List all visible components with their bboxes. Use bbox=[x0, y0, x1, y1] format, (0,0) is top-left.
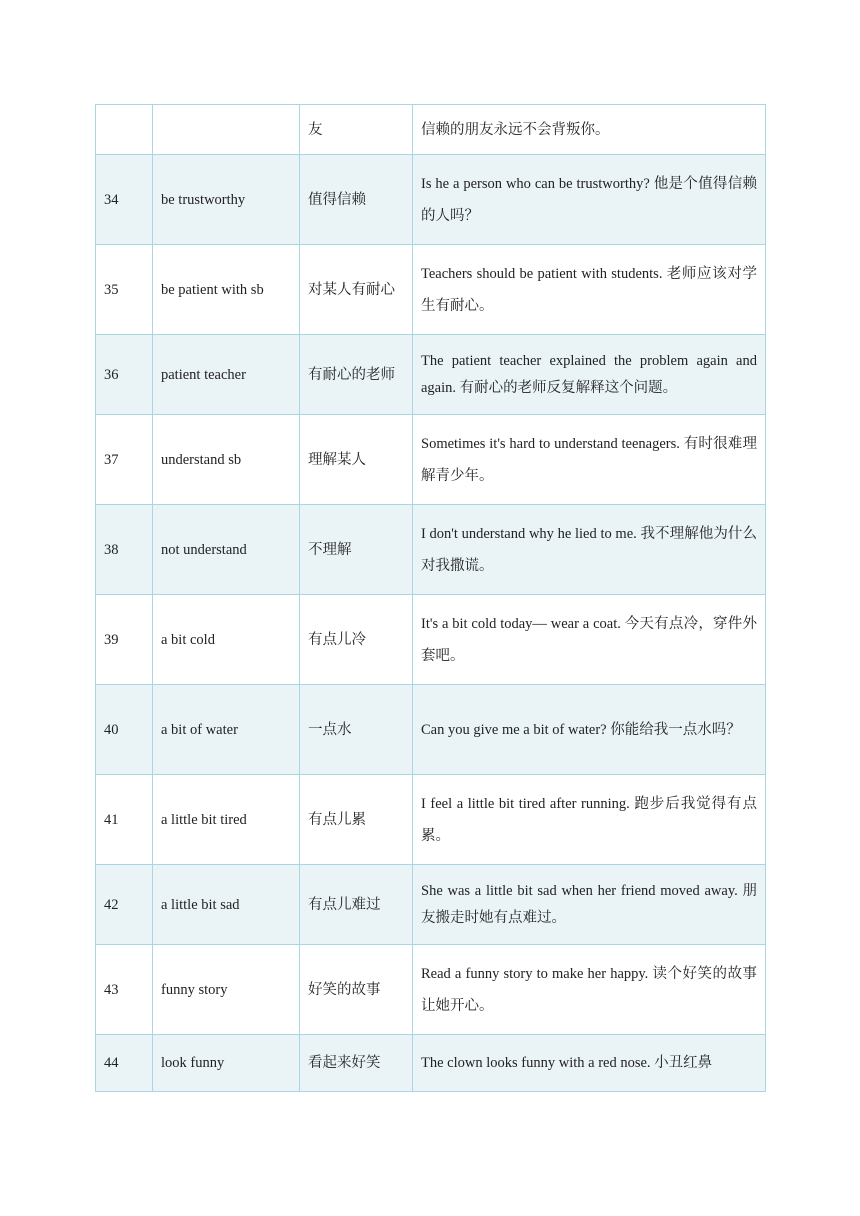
example-cell: 信赖的朋友永远不会背叛你。 bbox=[413, 105, 766, 155]
table-row bbox=[96, 105, 766, 155]
table-row bbox=[96, 1035, 766, 1092]
phrase-cell: a bit of water bbox=[153, 685, 300, 775]
example-cell: The clown looks funny with a red nose. 小丑红鼻 bbox=[413, 1035, 766, 1092]
table-row bbox=[96, 245, 766, 335]
example-cell: Read a funny story to make her happy. 读个好笑的故事让她开心。 bbox=[413, 945, 766, 1035]
table-row bbox=[96, 865, 766, 945]
phrase-cell: not understand bbox=[153, 505, 300, 595]
phrase-cell: a bit cold bbox=[153, 595, 300, 685]
row-number: 44 bbox=[96, 1035, 153, 1092]
meaning-cell: 好笑的故事 bbox=[300, 945, 413, 1035]
phrase-cell: be trustworthy bbox=[153, 155, 300, 245]
meaning-cell: 一点水 bbox=[300, 685, 413, 775]
phrase-cell: understand sb bbox=[153, 415, 300, 505]
example-cell: It's a bit cold today— wear a coat. 今天有点冷，穿件外套吧。 bbox=[413, 595, 766, 685]
row-number: 40 bbox=[96, 685, 153, 775]
phrase-cell: look funny bbox=[153, 1035, 300, 1092]
table-row bbox=[96, 595, 766, 685]
example-cell: Sometimes it's hard to understand teenagers. 有时很难理解青少年。 bbox=[413, 415, 766, 505]
table-row bbox=[96, 415, 766, 505]
example-cell: I feel a little bit tired after running. 跑步后我觉得有点累。 bbox=[413, 775, 766, 865]
row-number: 37 bbox=[96, 415, 153, 505]
table-row bbox=[96, 775, 766, 865]
meaning-cell: 友 bbox=[300, 105, 413, 155]
row-number bbox=[96, 105, 153, 155]
row-number: 43 bbox=[96, 945, 153, 1035]
example-cell: Can you give me a bit of water? 你能给我一点水吗？ bbox=[413, 685, 766, 775]
phrase-cell: be patient with sb bbox=[153, 245, 300, 335]
meaning-cell: 值得信赖 bbox=[300, 155, 413, 245]
row-number: 34 bbox=[96, 155, 153, 245]
row-number: 42 bbox=[96, 865, 153, 945]
meaning-cell: 有耐心的老师 bbox=[300, 335, 413, 415]
meaning-cell: 有点儿累 bbox=[300, 775, 413, 865]
phrase-cell bbox=[153, 105, 300, 155]
meaning-cell: 不理解 bbox=[300, 505, 413, 595]
table-row bbox=[96, 945, 766, 1035]
row-number: 38 bbox=[96, 505, 153, 595]
table-row bbox=[96, 155, 766, 245]
table-row bbox=[96, 685, 766, 775]
example-cell: She was a little bit sad when her friend moved away. 朋友搬走时她有点难过。 bbox=[413, 865, 766, 945]
meaning-cell: 有点儿难过 bbox=[300, 865, 413, 945]
vocabulary-table bbox=[95, 104, 766, 1092]
phrase-cell: a little bit sad bbox=[153, 865, 300, 945]
example-cell: Is he a person who can be trustworthy? 他是个值得信赖的人吗？ bbox=[413, 155, 766, 245]
example-cell: I don't understand why he lied to me. 我不理解他为什么对我撒谎。 bbox=[413, 505, 766, 595]
row-number: 39 bbox=[96, 595, 153, 685]
example-cell: Teachers should be patient with students. 老师应该对学生有耐心。 bbox=[413, 245, 766, 335]
table-row bbox=[96, 335, 766, 415]
row-number: 35 bbox=[96, 245, 153, 335]
phrase-cell: funny story bbox=[153, 945, 300, 1035]
meaning-cell: 看起来好笑 bbox=[300, 1035, 413, 1092]
phrase-cell: patient teacher bbox=[153, 335, 300, 415]
meaning-cell: 对某人有耐心 bbox=[300, 245, 413, 335]
phrase-cell: a little bit tired bbox=[153, 775, 300, 865]
example-cell: The patient teacher explained the problem again and again. 有耐心的老师反复解释这个问题。 bbox=[413, 335, 766, 415]
meaning-cell: 有点儿冷 bbox=[300, 595, 413, 685]
row-number: 41 bbox=[96, 775, 153, 865]
table-row bbox=[96, 505, 766, 595]
meaning-cell: 理解某人 bbox=[300, 415, 413, 505]
row-number: 36 bbox=[96, 335, 153, 415]
